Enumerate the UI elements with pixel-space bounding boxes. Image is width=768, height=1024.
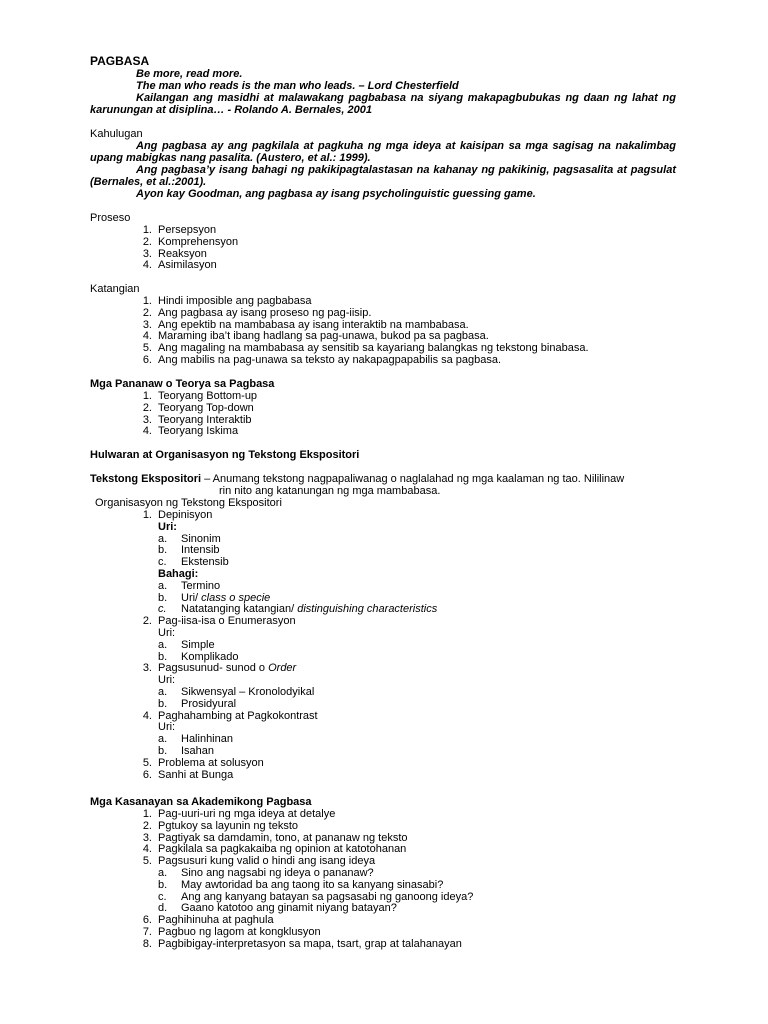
definition-text: Ang pagbasa’y isang bahagi ng pakikipagtalastasan na kahanay ng pakikinig, pagsasalita at pagsulat (Bernales, et al.:2001).	[90, 164, 676, 188]
item-number: 4.	[142, 843, 152, 856]
item-text: Pagsusuri kung valid o hindi ang isang ideya	[158, 855, 376, 868]
definition-line: rin nito ang katanungan ng mga mambabasa.	[219, 485, 441, 497]
item-text: Sanhi at Bunga	[158, 768, 234, 781]
item-text: Ekstensib	[181, 556, 229, 569]
item-letter: a.	[158, 866, 168, 879]
item-number: 6.	[142, 914, 152, 927]
item-text: Pagkilala sa pagkakaiba ng opinion at katotohanan	[158, 843, 407, 856]
item-letter: a.	[158, 638, 168, 651]
item-number: 2.	[142, 401, 152, 414]
item-text-italic: Order	[268, 662, 297, 675]
term-label: Tekstong Ekspositori	[90, 473, 202, 485]
item-number: 3.	[142, 413, 152, 426]
section-heading-kasanayan: Mga Kasanayan sa Akademikong Pagbasa	[90, 796, 312, 808]
item-text-italic: distinguishing characteristics	[297, 603, 438, 616]
item-number: 4.	[142, 425, 152, 438]
item-text-plain: Pagsusunud- sunod o	[158, 662, 269, 675]
item-text: Halinhinan	[181, 733, 233, 746]
item-number: 2.	[142, 819, 152, 832]
item-text: Pgtukoy sa layunin ng teksto	[158, 819, 299, 832]
definition-paragraph	[90, 140, 676, 164]
item-number: 5.	[142, 855, 152, 868]
item-number: 1.	[142, 509, 152, 521]
definition-line: Ayon kay Goodman, ang pagbasa ay isang psycholinguistic guessing game.	[136, 188, 536, 200]
item-number: 7.	[142, 925, 152, 938]
item-number: 6.	[142, 768, 152, 781]
item-text: Hindi imposible ang pagbabasa	[158, 295, 312, 307]
item-number: 2.	[142, 306, 152, 319]
uri-label: Uri:	[158, 626, 176, 639]
item-text: Pagbuo ng lagom at kongklusyon	[158, 925, 321, 938]
bahagi-label: Bahagi:	[158, 567, 199, 580]
item-text: Intensib	[181, 544, 220, 557]
item-number: 1.	[142, 808, 152, 820]
item-text: Sino ang nagsabi ng ideya o pananaw?	[181, 866, 374, 879]
item-letter: b.	[158, 591, 168, 604]
item-number: 3.	[142, 318, 152, 331]
item-text: Termino	[181, 579, 221, 592]
item-letter: a.	[158, 733, 168, 746]
item-text: Depinisyon	[158, 509, 213, 521]
item-text: Ang magaling na mambabasa ay sensitib sa kayariang balangkas ng tekstong binabasa.	[158, 342, 589, 355]
item-text: Sinonim	[181, 532, 221, 545]
definition-text: – Anumang tekstong nagpapaliwanag o naglalahad ng mga kaalaman ng tao. Nililinaw	[201, 473, 625, 485]
item-letter: b.	[158, 744, 168, 757]
quote-text: Kailangan ang masidhi at malawakang pagbabasa na siyang makapagbubukas ng daan ng lahat ng karunungan at disiplina… - Rolando A. Bernales, 2001	[90, 92, 676, 116]
item-number: 2.	[142, 615, 152, 628]
definition-line	[90, 473, 624, 485]
item-text	[158, 662, 296, 674]
item-text: Ang mabilis na pag-unawa sa teksto ay nakapagpapabilis sa pagbasa.	[158, 353, 502, 366]
item-text	[181, 603, 437, 615]
item-text: Problema at solusyon	[158, 756, 264, 769]
item-number: 6.	[142, 353, 152, 366]
uri-label: Uri:	[158, 674, 176, 687]
item-number: 3.	[142, 247, 152, 260]
item-letter: b.	[158, 650, 168, 663]
item-number: 1.	[142, 224, 152, 236]
item-number: 3.	[142, 831, 152, 844]
item-letter: d.	[158, 902, 168, 915]
item-text-plain: Uri/	[181, 591, 202, 604]
definition-text: Ang pagbasa ay ang pagkilala at pagkuha ng mga ideya at kaisipan sa mga sagisag na nakalimbag upang mabigkas nang pasalita. (Austero, et al.: 1999).	[90, 140, 676, 164]
definition-paragraph	[90, 164, 676, 188]
item-letter: b.	[158, 544, 168, 557]
item-number: 3.	[142, 662, 152, 675]
item-letter: c.	[158, 890, 167, 903]
item-letter: c.	[158, 603, 167, 616]
item-text: Paghahambing at Pagkokontrast	[158, 709, 318, 722]
item-letter: a.	[158, 685, 168, 698]
item-text: Pag-iisa-isa o Enumerasyon	[158, 615, 296, 628]
item-text: Sikwensyal – Kronolodyikal	[181, 685, 315, 698]
item-number: 4.	[142, 259, 152, 272]
item-text: Gaano katotoo ang ginamit niyang batayan?	[181, 902, 397, 915]
item-number: 4.	[142, 330, 152, 343]
item-letter: c.	[158, 556, 167, 569]
item-letter: b.	[158, 878, 168, 891]
item-text: Reaksyon	[158, 247, 207, 260]
item-text-italic: class o specie	[201, 591, 271, 604]
item-text: Komprehensyon	[158, 235, 239, 248]
item-letter: b.	[158, 697, 168, 710]
section-heading-katangian: Katangian	[90, 283, 140, 295]
item-text: Ang pagbasa ay isang proseso ng pag-iisip.	[158, 306, 372, 319]
item-text: Teoryang Bottom-up	[158, 390, 258, 402]
item-text: Teoryang Iskima	[158, 425, 239, 438]
item-text: Ang epektib na mambabasa ay isang interaktib na mambabasa.	[158, 318, 469, 331]
item-text: Persepsyon	[158, 224, 217, 236]
item-text: Simple	[181, 638, 215, 651]
section-heading-kahulugan: Kahulugan	[90, 128, 143, 140]
item-text: Pagtiyak sa damdamin, tono, at pananaw ng teksto	[158, 831, 408, 844]
item-number: 1.	[142, 295, 152, 307]
item-number: 8.	[142, 937, 152, 950]
item-text: May awtoridad ba ang taong ito sa kanyang sinasabi?	[181, 878, 444, 891]
item-text	[181, 592, 270, 604]
section-heading-pagbasa: PAGBASA	[90, 54, 150, 68]
section-heading-pananaw: Mga Pananaw o Teorya sa Pagbasa	[90, 378, 275, 390]
item-text: Pagbibigay-interpretasyon sa mapa, tsart, grap at talahanayan	[158, 937, 462, 950]
item-number: 4.	[142, 709, 152, 722]
item-text: Maraming iba’t ibang hadlang sa pag-unawa, bukod pa sa pagbasa.	[158, 330, 489, 343]
section-heading-proseso: Proseso	[90, 212, 131, 224]
item-text: Teoryang Top-down	[158, 401, 254, 414]
item-text-plain: Natatanging katangian/	[181, 603, 298, 616]
item-text: Pag-uuri-uri ng mga ideya at detalye	[158, 808, 336, 820]
item-text: Paghihinuha at paghula	[158, 914, 274, 927]
section-heading-hulwaran: Hulwaran at Organisasyon ng Tekstong Ekspositori	[90, 449, 360, 461]
uri-label: Uri:	[158, 520, 177, 533]
item-text: Ang ang kanyang batayan sa pagsasabi ng ganoong ideya?	[181, 890, 474, 903]
item-number: 5.	[142, 756, 152, 769]
uri-label: Uri:	[158, 721, 176, 734]
quote-line: Be more, read more.	[136, 68, 243, 80]
item-text: Teoryang Interaktib	[158, 413, 252, 426]
item-text: Komplikado	[181, 650, 239, 663]
subheading-organisasyon: Organisasyon ng Tekstong Ekspositori	[95, 497, 282, 509]
item-text: Asimilasyon	[158, 259, 217, 272]
item-number: 5.	[142, 342, 152, 355]
item-number: 1.	[142, 390, 152, 402]
item-number: 2.	[142, 235, 152, 248]
item-text: Isahan	[181, 744, 215, 757]
item-letter: a.	[158, 532, 168, 545]
item-letter: a.	[158, 579, 168, 592]
item-text: Prosidyural	[181, 697, 237, 710]
quote-line: The man who reads is the man who leads. – Lord Chesterfield	[136, 80, 459, 92]
quote-paragraph	[90, 92, 676, 116]
